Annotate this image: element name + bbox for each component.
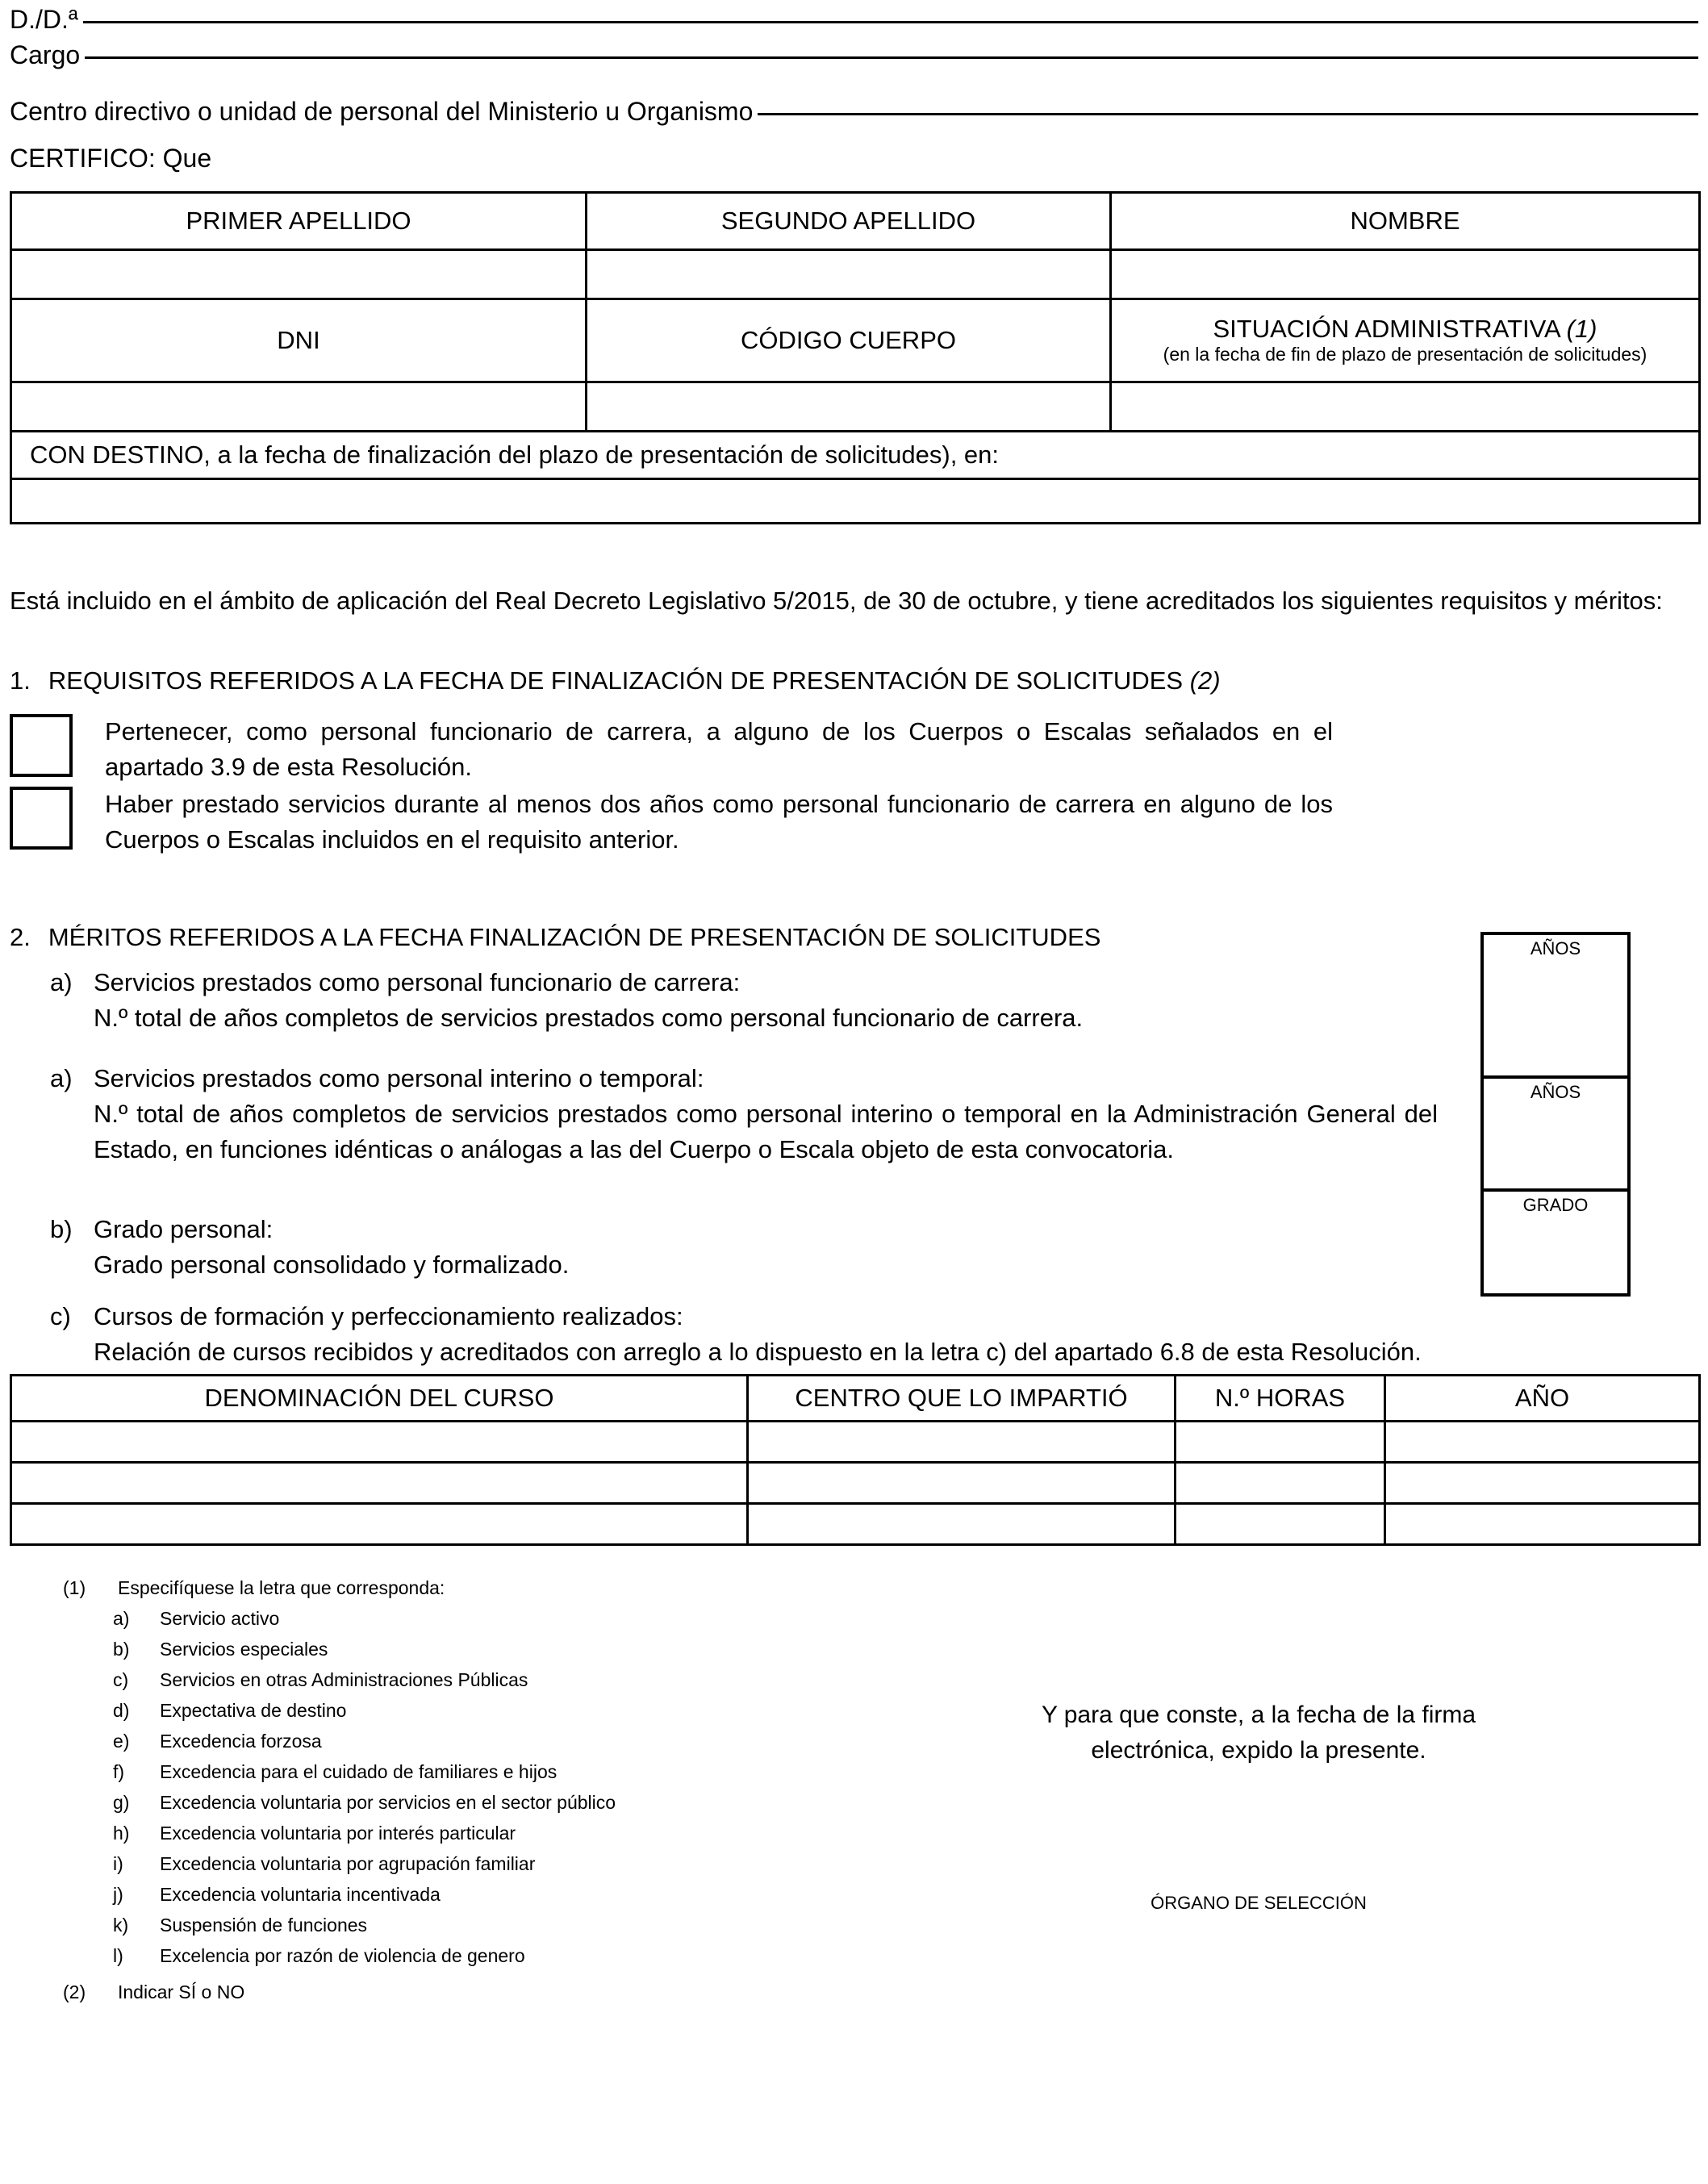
merit-item-c-detail: Relación de cursos recibidos y acreditados con arreglo a lo dispuesto en la letra c) del apartado 6.8 de esta Resolución. [94, 1338, 1422, 1367]
header-nombre: NOMBRE [1111, 193, 1700, 250]
courses-cell-centro[interactable] [748, 1463, 1176, 1504]
situacion-option-i-text: Excedencia voluntaria por agrupación familiar [160, 1853, 536, 1874]
situacion-option-d-mark: d) [113, 1700, 130, 1721]
section-1-number: 1. [10, 666, 31, 695]
courses-cell-ano[interactable] [1385, 1422, 1700, 1463]
header-primer-apellido: PRIMER APELLIDO [11, 193, 587, 250]
situacion-option-h-text: Excedencia voluntaria por interés particular [160, 1823, 516, 1844]
table-row-dni-values [11, 382, 1700, 432]
merit-item-a1 [50, 965, 1438, 1036]
footnote-1-text: Especifíquese la letra que corresponda: [118, 1577, 445, 1598]
section-2-title: MÉRITOS REFERIDOS A LA FECHA FINALIZACIÓN DE PRESENTACIÓN DE SOLICITUDES [48, 923, 1101, 951]
signature-statement-line-2: electrónica, expido la presente. [1091, 1736, 1426, 1764]
situacion-option-d [113, 1702, 346, 1720]
merit-item-a1-detail: N.º total de años completos de servicios prestados como personal funcionario de carrera. [94, 1004, 1084, 1033]
section-1-title: REQUISITOS REFERIDOS A LA FECHA DE FINALIZACIÓN DE PRESENTACIÓN DE SOLICITUDES [48, 666, 1184, 695]
table-row-surname-headers [11, 193, 1700, 250]
situacion-option-j-text: Excedencia voluntaria incentivada [160, 1884, 441, 1905]
merit-item-a2 [50, 1061, 1438, 1167]
field-label-centro-directivo: Centro directivo o unidad de personal del Ministerio u Organismo [10, 97, 754, 126]
checkbox-requirement-1[interactable] [10, 714, 73, 777]
header-situacion-administrativa [1111, 299, 1700, 382]
situacion-option-c [113, 1671, 528, 1689]
table-row-destino-value [11, 479, 1700, 524]
courses-cell-denominacion[interactable] [11, 1463, 748, 1504]
signature-organ-label: ÓRGANO DE SELECCIÓN [1150, 1893, 1367, 1913]
courses-header-centro: CENTRO QUE LO IMPARTIÓ [748, 1376, 1176, 1422]
situacion-option-g-text: Excedencia voluntaria por servicios en el sector público [160, 1792, 616, 1813]
merit-item-b-mark: b) [50, 1215, 73, 1243]
situacion-option-k-mark: k) [113, 1915, 129, 1936]
situacion-option-b-mark: b) [113, 1639, 130, 1660]
situacion-option-h-mark: h) [113, 1823, 130, 1844]
situacion-option-f-text: Excedencia para el cuidado de familiares e hijos [160, 1761, 558, 1782]
value-situacion-administrativa[interactable] [1111, 382, 1700, 432]
courses-cell-horas[interactable] [1176, 1504, 1385, 1545]
table-row-destino-label [11, 432, 1700, 479]
situacion-option-g [113, 1794, 616, 1812]
situacion-option-k [113, 1916, 367, 1935]
merit-item-c-body [94, 1299, 1692, 1370]
field-row-cargo [10, 42, 1698, 68]
situacion-option-f [113, 1763, 557, 1781]
field-rule-nombre[interactable] [83, 21, 1698, 23]
field-row-centro-directivo [10, 98, 1698, 124]
footnote-1 [63, 1579, 445, 1597]
requirement-row-1 [10, 714, 1333, 785]
field-rule-cargo[interactable] [85, 56, 1698, 59]
field-label-nombre: D./D.ª [10, 5, 78, 34]
table-row-dni-headers [11, 299, 1700, 382]
courses-cell-denominacion[interactable] [11, 1422, 748, 1463]
courses-header-denominacion: DENOMINACIÓN DEL CURSO [11, 1376, 748, 1422]
situacion-option-j [113, 1885, 441, 1904]
courses-header-ano: AÑO [1385, 1376, 1700, 1422]
situacion-option-i [113, 1855, 535, 1873]
situacion-option-a-mark: a) [113, 1608, 130, 1629]
courses-table [10, 1374, 1701, 1546]
merit-item-a2-heading: Servicios prestados como personal interino o temporal: [94, 1064, 704, 1092]
courses-header-horas: N.º HORAS [1176, 1376, 1385, 1422]
side-box-anos-2-label: AÑOS [1530, 1082, 1581, 1102]
footnote-2 [63, 1983, 244, 2002]
situacion-option-l-text: Excelencia por razón de violencia de genero [160, 1945, 525, 1966]
courses-cell-denominacion[interactable] [11, 1504, 748, 1545]
table-row-surname-values [11, 250, 1700, 299]
value-segundo-apellido[interactable] [587, 250, 1111, 299]
courses-cell-horas[interactable] [1176, 1463, 1385, 1504]
side-box-anos-2[interactable] [1484, 1075, 1627, 1188]
identity-table [10, 191, 1701, 524]
situacion-option-l [113, 1947, 525, 1965]
merit-item-c-mark: c) [50, 1302, 71, 1330]
situacion-option-g-mark: g) [113, 1792, 130, 1813]
value-primer-apellido[interactable] [11, 250, 587, 299]
value-codigo-cuerpo[interactable] [587, 382, 1111, 432]
section-2-number: 2. [10, 923, 31, 951]
merit-item-b-heading: Grado personal: [94, 1215, 274, 1243]
situacion-administrativa-title: SITUACIÓN ADMINISTRATIVA [1213, 315, 1560, 344]
situacion-option-k-text: Suspensión de funciones [160, 1915, 368, 1936]
merit-item-b-detail: Grado personal consolidado y formalizado. [94, 1251, 570, 1280]
section-1-heading [10, 663, 1692, 699]
footnote-2-mark: (2) [63, 1981, 86, 2002]
field-rule-centro-directivo[interactable] [758, 113, 1698, 115]
section-1-footnote-ref: (2) [1189, 666, 1221, 695]
field-row-nombre [10, 6, 1698, 32]
signature-statement [904, 1698, 1614, 1768]
merit-item-c-heading: Cursos de formación y perfeccionamiento realizados: [94, 1302, 683, 1330]
situacion-option-j-mark: j) [113, 1884, 123, 1905]
footnote-2-text: Indicar SÍ o NO [118, 1981, 245, 2002]
merit-item-c [50, 1299, 1692, 1370]
situacion-option-i-mark: i) [113, 1853, 123, 1874]
requirement-2-text: Haber prestado servicios durante al menos dos años como personal funcionario de carrera en alguno de los Cuerpos o Escalas incluidos en el requisito anterior. [105, 790, 1333, 854]
side-box-grado-label: GRADO [1522, 1195, 1589, 1215]
signature-statement-line-1: Y para que conste, a la fecha de la firma [1041, 1702, 1476, 1728]
certifico-line: CERTIFICO: Que [10, 144, 212, 173]
intro-paragraph: Está incluido en el ámbito de aplicación del Real Decreto Legislativo 5/2015, de 30 de octubre, y tiene acreditados los siguientes requisitos y méritos: [10, 587, 1663, 615]
side-box-grado[interactable] [1484, 1188, 1627, 1290]
courses-header-row [11, 1376, 1700, 1422]
situacion-administrativa-footnote-ref: (1) [1566, 315, 1597, 344]
requirement-row-2 [10, 787, 1333, 858]
courses-table-row [11, 1504, 1700, 1545]
situacion-option-b [113, 1640, 328, 1659]
courses-cell-centro[interactable] [748, 1422, 1176, 1463]
merit-item-a1-body [94, 965, 1438, 1036]
header-codigo-cuerpo: CÓDIGO CUERPO [587, 299, 1111, 382]
situacion-administrativa-subnote: (en la fecha de fin de plazo de presentación de solicitudes) [1163, 344, 1647, 365]
merit-item-a2-detail: N.º total de años completos de servicios prestados como personal interino o temporal en la Administración General del Estado, en funciones idénticas o análogas a las del Cuerpo o Escala objeto de esta convocatoria. [94, 1100, 1438, 1164]
situacion-option-a-text: Servicio activo [160, 1608, 280, 1629]
merit-item-a1-mark: a) [50, 968, 73, 996]
situacion-option-c-text: Servicios en otras Administraciones Públicas [160, 1669, 528, 1690]
situacion-option-f-mark: f) [113, 1761, 125, 1782]
merit-item-a2-body [94, 1061, 1438, 1167]
situacion-option-e [113, 1732, 322, 1751]
value-con-destino[interactable] [11, 479, 1700, 524]
courses-cell-centro[interactable] [748, 1504, 1176, 1545]
section-2-heading [10, 920, 1301, 955]
situacion-option-h [113, 1824, 516, 1843]
courses-table-row [11, 1463, 1700, 1504]
requirement-1-text: Pertenecer, como personal funcionario de carrera, a alguno de los Cuerpos o Escalas señalados en el apartado 3.9 de esta Resolución. [105, 717, 1333, 782]
value-dni[interactable] [11, 382, 587, 432]
side-box-anos-1-label: AÑOS [1530, 938, 1581, 958]
situacion-option-b-text: Servicios especiales [160, 1639, 328, 1660]
section-1-title-wrap [48, 663, 1692, 699]
merit-item-b-body [94, 1212, 1438, 1283]
label-con-destino: CON DESTINO, a la fecha de finalización del plazo de presentación de solicitudes), en: [11, 432, 1700, 479]
merit-item-a2-mark: a) [50, 1064, 73, 1092]
side-box-anos-1[interactable] [1484, 935, 1627, 1075]
merit-item-b [50, 1212, 1438, 1283]
situacion-option-e-text: Excedencia forzosa [160, 1731, 322, 1752]
header-dni: DNI [11, 299, 587, 382]
value-nombre[interactable] [1111, 250, 1700, 299]
footnote-1-mark: (1) [63, 1577, 86, 1598]
checkbox-requirement-2[interactable] [10, 787, 73, 850]
situacion-option-a [113, 1610, 279, 1628]
courses-table-row [11, 1422, 1700, 1463]
situacion-option-e-mark: e) [113, 1731, 130, 1752]
field-label-cargo: Cargo [10, 40, 81, 69]
situacion-option-l-mark: l) [113, 1945, 123, 1966]
situacion-option-d-text: Expectativa de destino [160, 1700, 347, 1721]
merit-item-a1-heading: Servicios prestados como personal funcionario de carrera: [94, 968, 741, 996]
side-value-boxes [1480, 932, 1631, 1297]
situacion-option-c-mark: c) [113, 1669, 129, 1690]
courses-cell-horas[interactable] [1176, 1422, 1385, 1463]
courses-cell-ano[interactable] [1385, 1463, 1700, 1504]
header-segundo-apellido: SEGUNDO APELLIDO [587, 193, 1111, 250]
courses-cell-ano[interactable] [1385, 1504, 1700, 1545]
